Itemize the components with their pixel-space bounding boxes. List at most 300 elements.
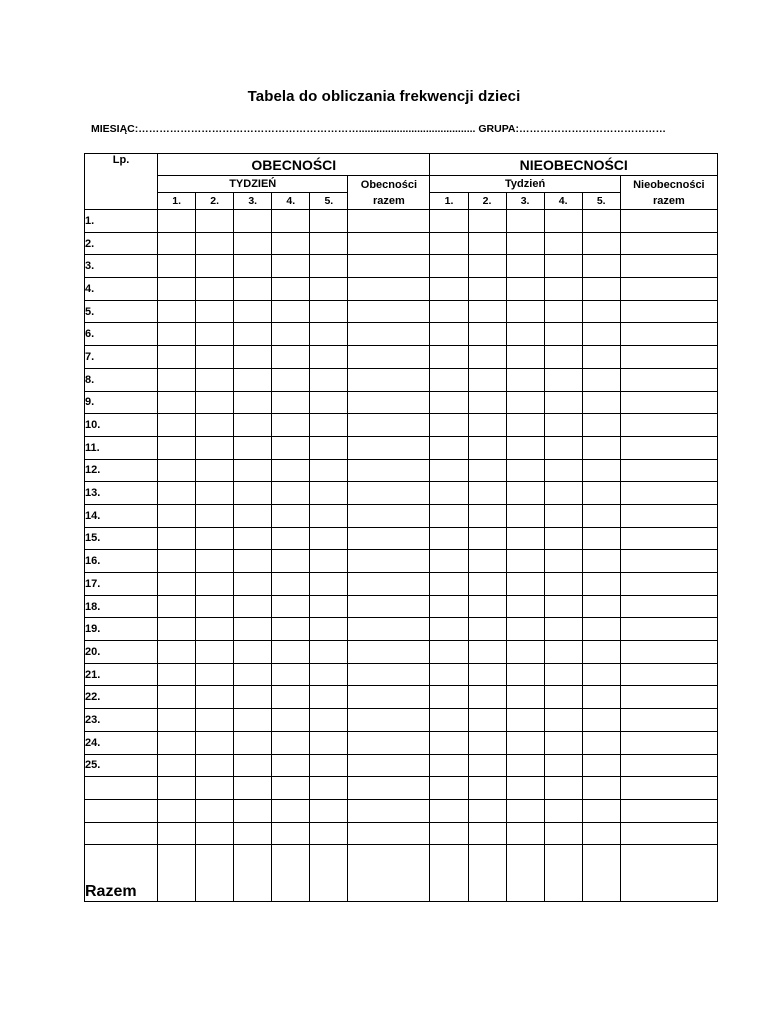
table-cell [272, 595, 310, 618]
table-cell [158, 618, 196, 641]
table-cell [582, 436, 620, 459]
table-cell [158, 550, 196, 573]
presence-week-5-header: 5. [310, 193, 348, 210]
table-cell [196, 255, 234, 278]
table-cell [506, 300, 544, 323]
table-cell [272, 618, 310, 641]
row-number: 3. [85, 255, 158, 278]
table-cell [234, 255, 272, 278]
table-row [85, 663, 718, 686]
table-cell [582, 368, 620, 391]
table-cell [234, 210, 272, 233]
table-cell [620, 731, 717, 754]
table-cell [620, 278, 717, 301]
table-cell [272, 459, 310, 482]
row-number: 20. [85, 641, 158, 664]
presence-week-header: TYDZIEŃ [158, 176, 348, 193]
absence-week-2-header: 2. [468, 193, 506, 210]
table-cell [310, 300, 348, 323]
table-cell [234, 754, 272, 777]
table-cell [544, 482, 582, 505]
month-group-line: MIESIĄC:………………………………………………………........................................ GRUPA:…………………………………… [91, 123, 666, 135]
row-number: 17. [85, 573, 158, 596]
table-cell [544, 368, 582, 391]
table-cell [620, 595, 717, 618]
table-cell [506, 278, 544, 301]
table-row [85, 595, 718, 618]
row-number: 22. [85, 686, 158, 709]
table-cell [582, 232, 620, 255]
table-cell [348, 731, 430, 754]
table-cell [158, 595, 196, 618]
table-cell [506, 255, 544, 278]
table-cell [348, 618, 430, 641]
table-cell [348, 686, 430, 709]
row-number [85, 799, 158, 822]
table-row [85, 731, 718, 754]
table-cell [234, 731, 272, 754]
table-cell [430, 709, 468, 732]
table-cell [620, 686, 717, 709]
table-cell [348, 436, 430, 459]
table-row [85, 527, 718, 550]
table-cell [430, 232, 468, 255]
row-number: 18. [85, 595, 158, 618]
table-row [85, 323, 718, 346]
table-cell [348, 822, 430, 845]
table-cell [620, 436, 717, 459]
table-cell [158, 504, 196, 527]
table-row [85, 300, 718, 323]
table-cell [234, 504, 272, 527]
table-cell [506, 414, 544, 437]
table-cell [582, 573, 620, 596]
table-cell [544, 278, 582, 301]
table-cell [196, 550, 234, 573]
table-cell [506, 754, 544, 777]
table-cell [196, 595, 234, 618]
table-cell [544, 799, 582, 822]
total-cell [234, 845, 272, 902]
table-cell [234, 368, 272, 391]
table-cell [506, 595, 544, 618]
total-cell [544, 845, 582, 902]
table-row [85, 210, 718, 233]
table-cell [468, 527, 506, 550]
table-cell [196, 436, 234, 459]
row-number: 6. [85, 323, 158, 346]
row-number: 1. [85, 210, 158, 233]
table-cell [272, 323, 310, 346]
table-cell [468, 482, 506, 505]
table-cell [620, 414, 717, 437]
table-cell [506, 731, 544, 754]
table-cell [468, 504, 506, 527]
absence-total-header-line2: razem [652, 194, 685, 207]
table-row [85, 709, 718, 732]
table-cell [196, 414, 234, 437]
table-cell [310, 255, 348, 278]
table-cell [348, 754, 430, 777]
table-cell [544, 550, 582, 573]
table-cell [348, 391, 430, 414]
table-cell [468, 573, 506, 596]
presence-week-1-header: 1. [158, 193, 196, 210]
table-cell [582, 822, 620, 845]
table-cell [544, 663, 582, 686]
presence-total-header [348, 176, 430, 210]
table-cell [196, 731, 234, 754]
table-cell [544, 459, 582, 482]
table-cell [196, 686, 234, 709]
table-cell [158, 777, 196, 800]
table-cell [544, 822, 582, 845]
table-cell [272, 686, 310, 709]
table-cell [620, 346, 717, 369]
table-cell [468, 232, 506, 255]
table-cell [310, 504, 348, 527]
table-cell [430, 278, 468, 301]
table-cell [468, 300, 506, 323]
table-row [85, 777, 718, 800]
table-cell [620, 232, 717, 255]
table-cell [544, 255, 582, 278]
table-cell [196, 210, 234, 233]
table-cell [310, 232, 348, 255]
table-cell [506, 504, 544, 527]
table-cell [544, 573, 582, 596]
table-cell [506, 550, 544, 573]
table-cell [348, 709, 430, 732]
row-number: 11. [85, 436, 158, 459]
table-cell [196, 663, 234, 686]
table-cell [310, 641, 348, 664]
table-row [85, 368, 718, 391]
table-cell [158, 414, 196, 437]
table-cell [506, 232, 544, 255]
table-cell [506, 777, 544, 800]
table-cell [620, 300, 717, 323]
table-cell [310, 686, 348, 709]
total-cell [468, 845, 506, 902]
table-cell [158, 346, 196, 369]
table-row [85, 504, 718, 527]
table-cell [468, 391, 506, 414]
table-cell [234, 641, 272, 664]
table-cell [582, 754, 620, 777]
table-cell [348, 255, 430, 278]
table-cell [582, 414, 620, 437]
table-cell [582, 300, 620, 323]
table-cell [620, 482, 717, 505]
table-cell [620, 459, 717, 482]
table-cell [544, 391, 582, 414]
table-cell [468, 368, 506, 391]
table-row [85, 822, 718, 845]
table-cell [430, 641, 468, 664]
table-cell [348, 368, 430, 391]
table-cell [158, 368, 196, 391]
row-number: 16. [85, 550, 158, 573]
table-cell [620, 527, 717, 550]
table-cell [310, 709, 348, 732]
table-cell [234, 278, 272, 301]
table-cell [196, 822, 234, 845]
table-cell [196, 799, 234, 822]
table-cell [620, 323, 717, 346]
table-cell [506, 709, 544, 732]
table-cell [544, 731, 582, 754]
table-row [85, 232, 718, 255]
total-cell [348, 845, 430, 902]
table-row [85, 391, 718, 414]
table-cell [234, 482, 272, 505]
table-cell [506, 686, 544, 709]
table-row [85, 436, 718, 459]
table-cell [620, 663, 717, 686]
table-cell [430, 527, 468, 550]
table-cell [582, 323, 620, 346]
table-cell [620, 641, 717, 664]
table-cell [348, 210, 430, 233]
absence-total-header [620, 176, 717, 210]
presence-week-4-header: 4. [272, 193, 310, 210]
table-cell [430, 210, 468, 233]
table-cell [310, 459, 348, 482]
table-cell [272, 482, 310, 505]
table-cell [158, 799, 196, 822]
table-cell [272, 278, 310, 301]
table-cell [544, 595, 582, 618]
table-cell [196, 346, 234, 369]
table-cell [158, 278, 196, 301]
table-cell [620, 255, 717, 278]
table-cell [272, 436, 310, 459]
table-cell [620, 504, 717, 527]
table-row [85, 799, 718, 822]
table-cell [348, 663, 430, 686]
table-cell [468, 731, 506, 754]
table-cell [348, 482, 430, 505]
table-cell [158, 391, 196, 414]
table-cell [582, 777, 620, 800]
table-cell [158, 482, 196, 505]
table-cell [272, 663, 310, 686]
table-cell [620, 618, 717, 641]
table-cell [430, 618, 468, 641]
table-cell [582, 731, 620, 754]
table-cell [310, 391, 348, 414]
row-number: 7. [85, 346, 158, 369]
table-cell [196, 709, 234, 732]
table-cell [582, 391, 620, 414]
table-cell [348, 504, 430, 527]
table-cell [234, 709, 272, 732]
table-cell [430, 482, 468, 505]
table-cell [582, 255, 620, 278]
table-cell [158, 663, 196, 686]
table-cell [506, 323, 544, 346]
table-cell [272, 550, 310, 573]
table-cell [158, 232, 196, 255]
table-cell [272, 255, 310, 278]
table-cell [506, 210, 544, 233]
table-cell [468, 278, 506, 301]
attendance-table [84, 153, 718, 902]
absence-week-header: Tydzień [430, 176, 620, 193]
table-cell [544, 232, 582, 255]
table-cell [158, 573, 196, 596]
table-cell [468, 663, 506, 686]
table-cell [272, 346, 310, 369]
table-cell [582, 278, 620, 301]
absence-week-4-header: 4. [544, 193, 582, 210]
table-cell [430, 459, 468, 482]
total-cell [620, 845, 717, 902]
table-cell [348, 573, 430, 596]
table-cell [310, 754, 348, 777]
table-cell [272, 822, 310, 845]
table-cell [544, 346, 582, 369]
table-cell [506, 459, 544, 482]
table-cell [468, 686, 506, 709]
table-cell [468, 459, 506, 482]
table-cell [196, 323, 234, 346]
row-number: 13. [85, 482, 158, 505]
table-cell [544, 754, 582, 777]
table-cell [430, 686, 468, 709]
table-cell [506, 663, 544, 686]
table-cell [430, 754, 468, 777]
table-cell [582, 595, 620, 618]
table-cell [310, 799, 348, 822]
row-number: 23. [85, 709, 158, 732]
table-cell [196, 368, 234, 391]
table-cell [234, 663, 272, 686]
table-cell [620, 550, 717, 573]
table-row [85, 686, 718, 709]
total-cell [196, 845, 234, 902]
table-cell [582, 550, 620, 573]
table-cell [310, 323, 348, 346]
table-cell [196, 300, 234, 323]
table-cell [620, 573, 717, 596]
table-cell [506, 573, 544, 596]
table-cell [468, 777, 506, 800]
table-row [85, 618, 718, 641]
table-cell [544, 709, 582, 732]
total-cell [310, 845, 348, 902]
table-cell [272, 573, 310, 596]
table-cell [582, 459, 620, 482]
table-cell [272, 777, 310, 800]
table-cell [430, 777, 468, 800]
table-cell [430, 300, 468, 323]
table-cell [196, 777, 234, 800]
table-cell [348, 595, 430, 618]
table-cell [310, 527, 348, 550]
table-cell [348, 232, 430, 255]
table-cell [158, 822, 196, 845]
table-cell [158, 255, 196, 278]
table-cell [468, 799, 506, 822]
table-cell [582, 709, 620, 732]
table-cell [430, 346, 468, 369]
table-cell [272, 731, 310, 754]
table-cell [310, 346, 348, 369]
table-cell [506, 436, 544, 459]
table-cell [196, 391, 234, 414]
table-cell [620, 754, 717, 777]
table-cell [158, 527, 196, 550]
table-cell [468, 255, 506, 278]
table-cell [158, 731, 196, 754]
table-cell [506, 641, 544, 664]
table-cell [468, 436, 506, 459]
table-cell [468, 754, 506, 777]
presence-header: OBECNOŚCI [158, 154, 430, 176]
presence-week-2-header: 2. [196, 193, 234, 210]
table-cell [272, 300, 310, 323]
table-cell [468, 550, 506, 573]
table-cell [468, 414, 506, 437]
table-cell [234, 573, 272, 596]
table-cell [430, 550, 468, 573]
total-cell [430, 845, 468, 902]
table-cell [468, 641, 506, 664]
table-cell [506, 346, 544, 369]
table-cell [506, 527, 544, 550]
table-cell [272, 210, 310, 233]
table-cell [272, 799, 310, 822]
table-cell [348, 414, 430, 437]
table-cell [234, 436, 272, 459]
absence-week-3-header: 3. [506, 193, 544, 210]
table-cell [158, 323, 196, 346]
table-cell [234, 300, 272, 323]
total-cell [582, 845, 620, 902]
table-cell [620, 368, 717, 391]
table-cell [430, 663, 468, 686]
table-cell [234, 799, 272, 822]
table-row [85, 573, 718, 596]
table-cell [310, 822, 348, 845]
table-cell [620, 210, 717, 233]
table-cell [468, 210, 506, 233]
table-cell [310, 777, 348, 800]
table-cell [234, 686, 272, 709]
row-number: 5. [85, 300, 158, 323]
table-cell [272, 504, 310, 527]
table-cell [310, 368, 348, 391]
table-cell [348, 459, 430, 482]
row-number: 21. [85, 663, 158, 686]
table-cell [506, 822, 544, 845]
table-cell [158, 754, 196, 777]
table-cell [620, 822, 717, 845]
table-cell [158, 686, 196, 709]
presence-week-3-header: 3. [234, 193, 272, 210]
table-cell [582, 504, 620, 527]
total-label: Razem [85, 845, 158, 902]
table-cell [620, 799, 717, 822]
table-row [85, 278, 718, 301]
table-cell [196, 754, 234, 777]
absence-header: NIEOBECNOŚCI [430, 154, 718, 176]
table-cell [582, 210, 620, 233]
table-cell [196, 504, 234, 527]
table-cell [272, 641, 310, 664]
